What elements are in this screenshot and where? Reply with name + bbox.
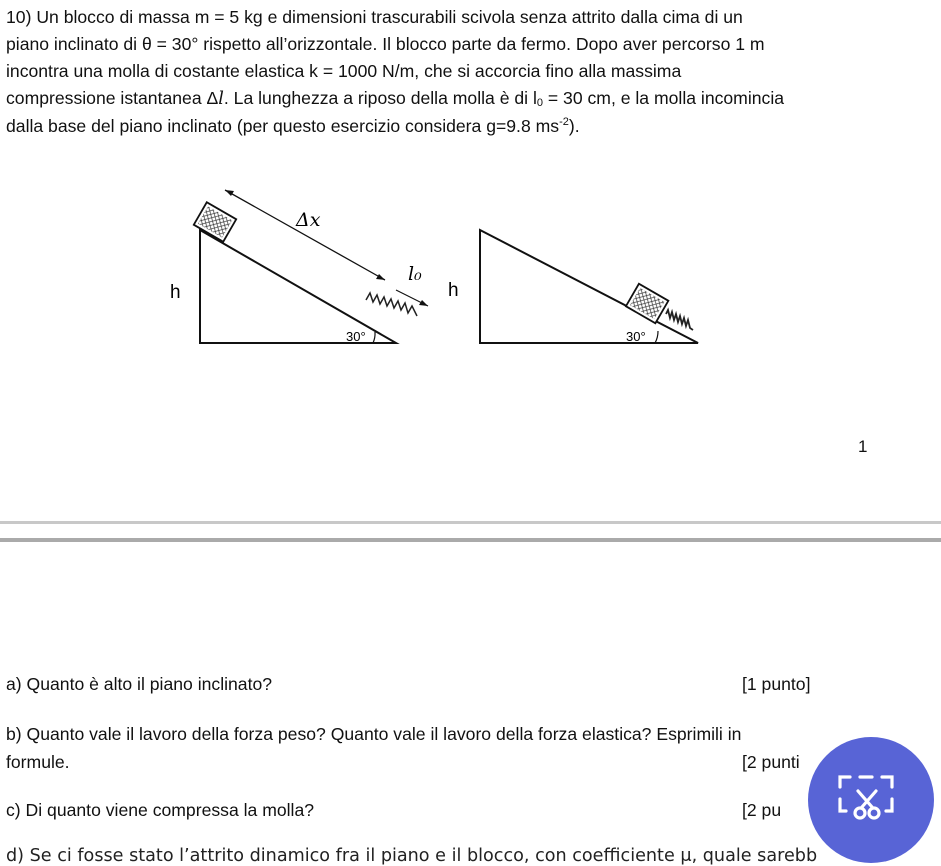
problem-line-4-b: . La lunghezza a riposo della molla è di l: [223, 88, 537, 108]
question-a-points: [1 punto]: [742, 674, 811, 694]
delta-x-label: Δx: [296, 209, 321, 231]
problem-line-5: [6, 113, 931, 140]
problem-line-4-c: = 30 cm, e la molla incomincia: [542, 88, 785, 108]
question-c-points: [2 pu: [742, 800, 782, 820]
l0-subscript: 0: [536, 97, 543, 109]
delta-x-arrow: [225, 190, 385, 280]
figure-incline-block-top: [170, 180, 450, 350]
question-b-line-1: b) Quanto vale il lavoro della forza peso? Quanto vale il lavoro della forza elastica? Esprimili in: [6, 724, 742, 744]
height-label: h: [448, 280, 459, 301]
page-separator: [0, 521, 941, 524]
problem-statement: [6, 4, 931, 140]
problem-line-1: 10) Un blocco di massa m = 5 kg e dimensioni trascurabili scivola senza attrito dalla cima di un: [6, 7, 743, 27]
incline-triangle: [480, 230, 698, 343]
problem-line-5-b: ).: [568, 116, 580, 136]
scissors-crop-icon: [836, 773, 900, 825]
page-number: 1: [858, 437, 868, 456]
problem-line-4: [6, 85, 931, 113]
question-a: a) Quanto è alto il piano inclinato?: [6, 674, 273, 694]
l0-arrow: [396, 290, 428, 306]
figure-incline-block-compressed: [440, 210, 710, 350]
height-label: h: [170, 282, 181, 303]
compressed-spring: [666, 310, 693, 330]
problem-line-3: incontra una molla di costante elastica k = 1000 N/m, che si accorcia fino alla massima: [6, 61, 682, 81]
question-c: c) Di quanto viene compressa la molla?: [6, 800, 315, 820]
angle-arc: [373, 332, 375, 343]
angle-label: 30°: [626, 329, 646, 344]
delta-l-variable: l: [218, 89, 224, 109]
page-separator: [0, 538, 941, 542]
g-exponent: -2: [559, 116, 569, 128]
question-b-points: [2 punti: [742, 752, 800, 772]
l0-label: l₀: [408, 263, 422, 285]
incline-triangle: [200, 230, 396, 343]
block: [626, 284, 668, 324]
question-b-line-2: formule.: [6, 752, 70, 772]
angle-label: 30°: [346, 329, 366, 344]
screenshot-crop-button[interactable]: [808, 737, 934, 863]
angle-arc: [655, 331, 658, 343]
problem-line-5-a: dalla base del piano inclinato (per questo esercizio considera g=9.8 ms: [6, 116, 560, 136]
problem-line-2: piano inclinato di θ = 30° rispetto all’orizzontale. Il blocco parte da fermo. Dopo aver percorso 1 m: [6, 34, 765, 54]
problem-line-4-a: compressione istantanea Δ: [6, 88, 219, 108]
question-d-truncated: d) Se ci fosse stato l’attrito dinamico fra il piano e il blocco, con coefficiente μ, quale sarebb: [6, 846, 818, 866]
